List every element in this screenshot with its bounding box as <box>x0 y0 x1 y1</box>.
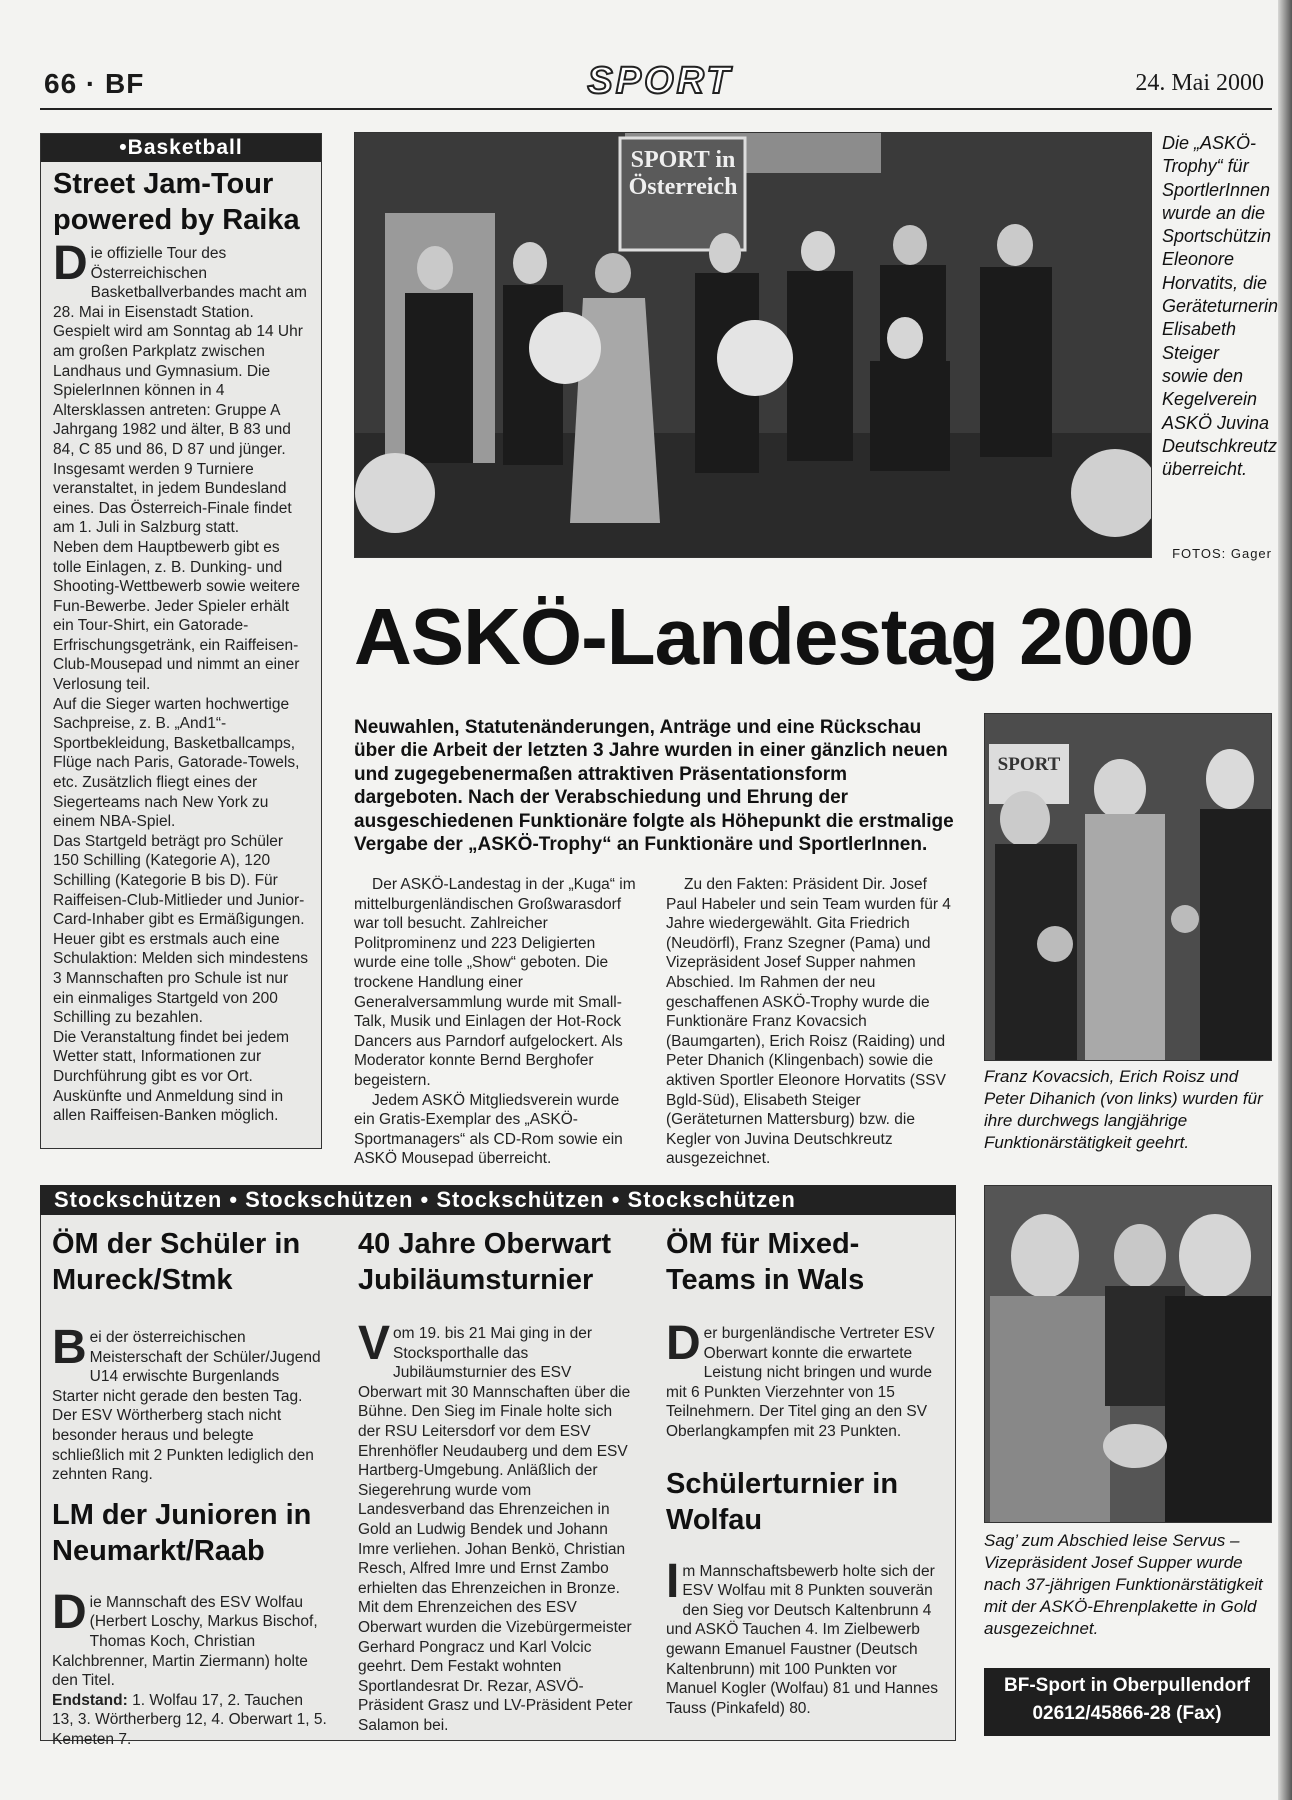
farewell-photo-caption: Sag’ zum Abschied leise Servus – Vizepräsident Josef Supper wurde nach 37-jährigen Funktionärstätigkeit mit der ASKÖ-Ehrenplakette in Gold ausgezeichnet. <box>984 1531 1263 1638</box>
basketball-paragraph: Die Veranstaltung findet bei jedem Wetter statt, Informationen zur Durchführung gibt es vor Ort. Auskünfte und Anmeldung sind in allen Raiffeisen-Banken möglich. <box>53 1028 290 1125</box>
main-photo-illustration <box>355 133 1151 557</box>
stock-article-5-body: Im Mannschaftsbewerb holte sich der ESV Wolfau mit 8 Punkten souverän den Sieg vor Deutsch Kaltenbrunn 4 und ASKÖ Tauchen 4. Im Zielbewerb gewann Emanuel Faustner (Deutsch Kaltenbrunn) mit 100 Punkten vor Manuel Kogler (Wolfau) 81 und Hannes Tauss (Pinkafeld) 80. <box>666 1554 938 1717</box>
main-photo <box>354 132 1152 558</box>
stock-column-3 <box>666 1226 942 1718</box>
askoe-lead: Neuwahlen, Statutenänderungen, Anträge und eine Rückschau über die Arbeit der letzten 3 Jahre wurden in einer gänzlich neuen und zugegebenermaßen attraktiven Präsentationsform dargeboten. Nach der Verabschiedung und Ehrung der ausgeschiedenen Funktionäre folgte als Höhepunkt die erstmalige Vergabe der „ASKÖ-Trophy“ an Funktionäre und SportlerInnen. <box>354 717 954 856</box>
basketball-paragraph: Das Startgeld beträgt pro Schüler 150 Schilling (Kategorie A), 120 Schilling (Kategorie B bis D). Für Raiffeisen-Club-Mitlieder und Junior-Card-Inhaber gibt es Ermäßigungen. Heuer gibt es erstmals auch eine Schulaktion: Melden sich mindestens 3 Mannschaften pro Schule ist nur ein einmaliges Startgeld von 200 Schilling zu bezahlen. <box>53 832 309 1027</box>
farewell-photo <box>984 1185 1272 1523</box>
stock-article-1-body: Bei der österreichischen Meisterschaft der Schüler/Jugend U14 erwischte Burgenlands Starter nicht gerade den besten Tag. Der ESV Wörtherberg stach nicht besonder heraus und belegte schließlich mit 2 Punkten lediglich den zehnten Rang. <box>52 1321 321 1484</box>
stock-article-3-body: Vom 19. bis 21 Mai ging in der Stocksporthalle das Jubiläumsturnier des ESV Oberwart mit 30 Mannschaften über die Bühne. Den Sieg im Finale holte sich der RSU Leitersdorf vor dem ESV Ehrenhöfler Neudauberg und dem ESV Hartberg-Umgebung. Anläßlich der Siegerehrung wurde vom Landesverband das Ehrenzeichen in Gold an Ludwig Bendek und Johann Imre verliehen. Johan Benkö, Christian Resch, Alfred Imre und Ernst Zambo erhielten das Ehrenzeichen in Bronze. Mit dem Ehrenzeichen des ESV Oberwart wurden die Vizebürgermeister Gerhard Pongracz und Karl Volcic geehrt. Dem Festakt wohnten Sportlandesrat Dr. Rezar, ASVÖ-Präsident Grasz und LV-Präsident Peter Salamon bei. <box>358 1317 633 1734</box>
main-photo-caption: Die „ASKÖ-Trophy“ für SportlerInnen wurde an die Sportschützin Eleonore Horvatits, die Geräteturnerin Elisabeth Steiger sowie den Kegelverein ASKÖ Juvina Deutschkreutz überreicht. <box>1162 133 1279 480</box>
farewell-photo-illustration <box>985 1186 1271 1522</box>
basketball-paragraph: Die offizielle Tour des Österreichischen Basketballverbandes macht am 28. Mai in Eisenstadt Station. Gespielt wird am Sonntag ab 14 Uhr am großen Parkplatz zwischen Landhaus und Gymnasium. Die SpielerInnen können in 4 Altersklassen antreten: Gruppe A Jahrgang 1982 und älter, B 83 und 84, C 85 und 86, D 87 und jünger. Insgesamt werden 9 Turniere veranstaltet, in jedem Bundesland eines. Das Österreich-Finale findet am 1. Juli in Salzburg statt. <box>53 237 307 537</box>
stockschuetzen-bar: Stockschützen • Stockschützen • Stockschützen • Stockschützen <box>40 1185 956 1215</box>
basketball-paragraph: Auf die Sieger warten hochwertige Sachpreise, z. B. „And1“-Sportbekleidung, Basketballcamps, Flüge nach Paris, Gatorade-Towels, etc. Zusätzlich fliegt eines der Siegerteams nach New York zu einem NBA-Spiel. <box>53 695 300 831</box>
askoe-column-1-paragraph: Jedem ASKÖ Mitgliedsverein wurde ein Gratis-Exemplar des „ASKÖ-Sportmanagers“ als CD-Rom sowie ein ASKÖ Mousepad überreicht. <box>354 1091 623 1168</box>
photo-banner: SPORT in Österreich <box>628 147 738 200</box>
stock-column-2 <box>358 1226 634 1735</box>
header-rule <box>40 108 1272 110</box>
askoe-headline: ASKÖ-Landestag 2000 <box>354 592 1194 681</box>
section-title: SPORT <box>587 60 733 102</box>
contact-line-2: 02612/45866-28 (Fax) <box>1032 1703 1222 1724</box>
stock-article-2-text: Die Mannschaft des ESV Wolfau (Herbert Loschy, Markus Bischof, Thomas Koch, Christian Kalchbrenner, Martin Ziermann) holte den Titel. <box>52 1585 318 1690</box>
askoe-column-1 <box>354 875 638 1169</box>
askoe-column-1-paragraph: Der ASKÖ-Landestag in der „Kuga“ im mittelburgenländischen Großwarasdorf war toll besucht. Zahlreicher Politprominenz und 223 Deligierten wurde eine tolle „Show“ geboten. Die trockene Handlung einer Generalversammlung wurde mit Small-Talk, Musik und Einlagen der Hot-Rock Dancers aus Parndorf aufgelockert. Als Moderator konnte Bernd Berghofer begeistern. <box>354 876 636 1089</box>
basketball-body <box>41 237 321 1126</box>
contact-box <box>984 1668 1270 1736</box>
award-photo-caption: Franz Kovacsich, Erich Roisz und Peter Dihanich (von links) wurden für ihre durchwegs langjährige Funktionärstätigkeit geehrt. <box>984 1067 1263 1152</box>
stock-article-1-title: ÖM der Schüler in Mureck/Stmk <box>52 1228 301 1296</box>
page-edge-shadow <box>1278 0 1292 1800</box>
basketball-title: Street Jam-Tour powered by Raika <box>53 168 300 236</box>
photo2-banner: SPORT <box>997 754 1061 775</box>
stock-article-2-result: 1. Wolfau 17, 2. Tauchen 13, 3. Wörtherberg 12, 4. Oberwart 1, 5. Kemeten 7. <box>52 1691 327 1748</box>
stock-article-4-title: ÖM für Mixed-Teams in Wals <box>666 1228 865 1296</box>
stock-column-1 <box>52 1226 328 1750</box>
stock-article-4-body: Der burgenländische Vertreter ESV Oberwart konnte die erwartete Leistung nicht bringen und wurde mit 6 Punkten Vierzehnter von 15 Teilnehmern. Der Titel ging an den SV Oberlangkampfen mit 23 Punkten. <box>666 1317 935 1440</box>
askoe-column-2: Zu den Fakten: Präsident Dir. Josef Paul Habeler und sein Team wurden für 4 Jahre wiedergewählt. Gita Friedrich (Neudörfl), Franz Szegner (Pama) und Vizepräsident Josef Supper nahmen Abschied. Im Rahmen der neu geschaffenen ASKÖ-Trophy wurde die Funktionäre Franz Kovacsich (Baumgarten), Erich Roisz (Raiding) und Peter Dhanich (Klingenbach) sowie die aktiven Sportler Eleonore Horvatits (SSV Bgld-Süd), Elisabeth Steiger (Geräteturnen Mattersburg) bzw. die Kegler von Juvina Deutschkreutz ausgezeichnet. <box>666 876 951 1168</box>
stock-article-3-title: 40 Jahre Oberwart Jubiläumsturnier <box>358 1228 612 1296</box>
award-photo <box>984 713 1272 1061</box>
basketball-paragraph: Neben dem Hauptbewerb gibt es tolle Einlagen, z. B. Dunking- und Shooting-Wettbewerb sowie weitere Fun-Bewerbe. Jeder Spieler erhält ein Tour-Shirt, ein Gatorade-Erfrischungsgetränk, ein Raiffeisen-Club-Mousepad und nimmt an einer Verlosung teil. <box>53 538 300 694</box>
photo-credit: FOTOS: Gager <box>1172 546 1272 561</box>
page-number: 66 · BF <box>44 68 145 99</box>
issue-date: 24. Mai 2000 <box>1135 70 1264 96</box>
contact-line-1: BF-Sport in Oberpullendorf <box>1004 1675 1250 1696</box>
stock-article-2-label: Endstand: <box>52 1691 128 1709</box>
basketball-box <box>40 133 322 1149</box>
stock-article-2-title: LM der Junioren in Neumarkt/Raab <box>52 1498 312 1567</box>
basketball-kicker: •Basketball <box>41 134 321 162</box>
stock-article-5-title: Schülerturnier in Wolfau <box>666 1467 899 1536</box>
stock-article-2-body <box>52 1585 328 1750</box>
